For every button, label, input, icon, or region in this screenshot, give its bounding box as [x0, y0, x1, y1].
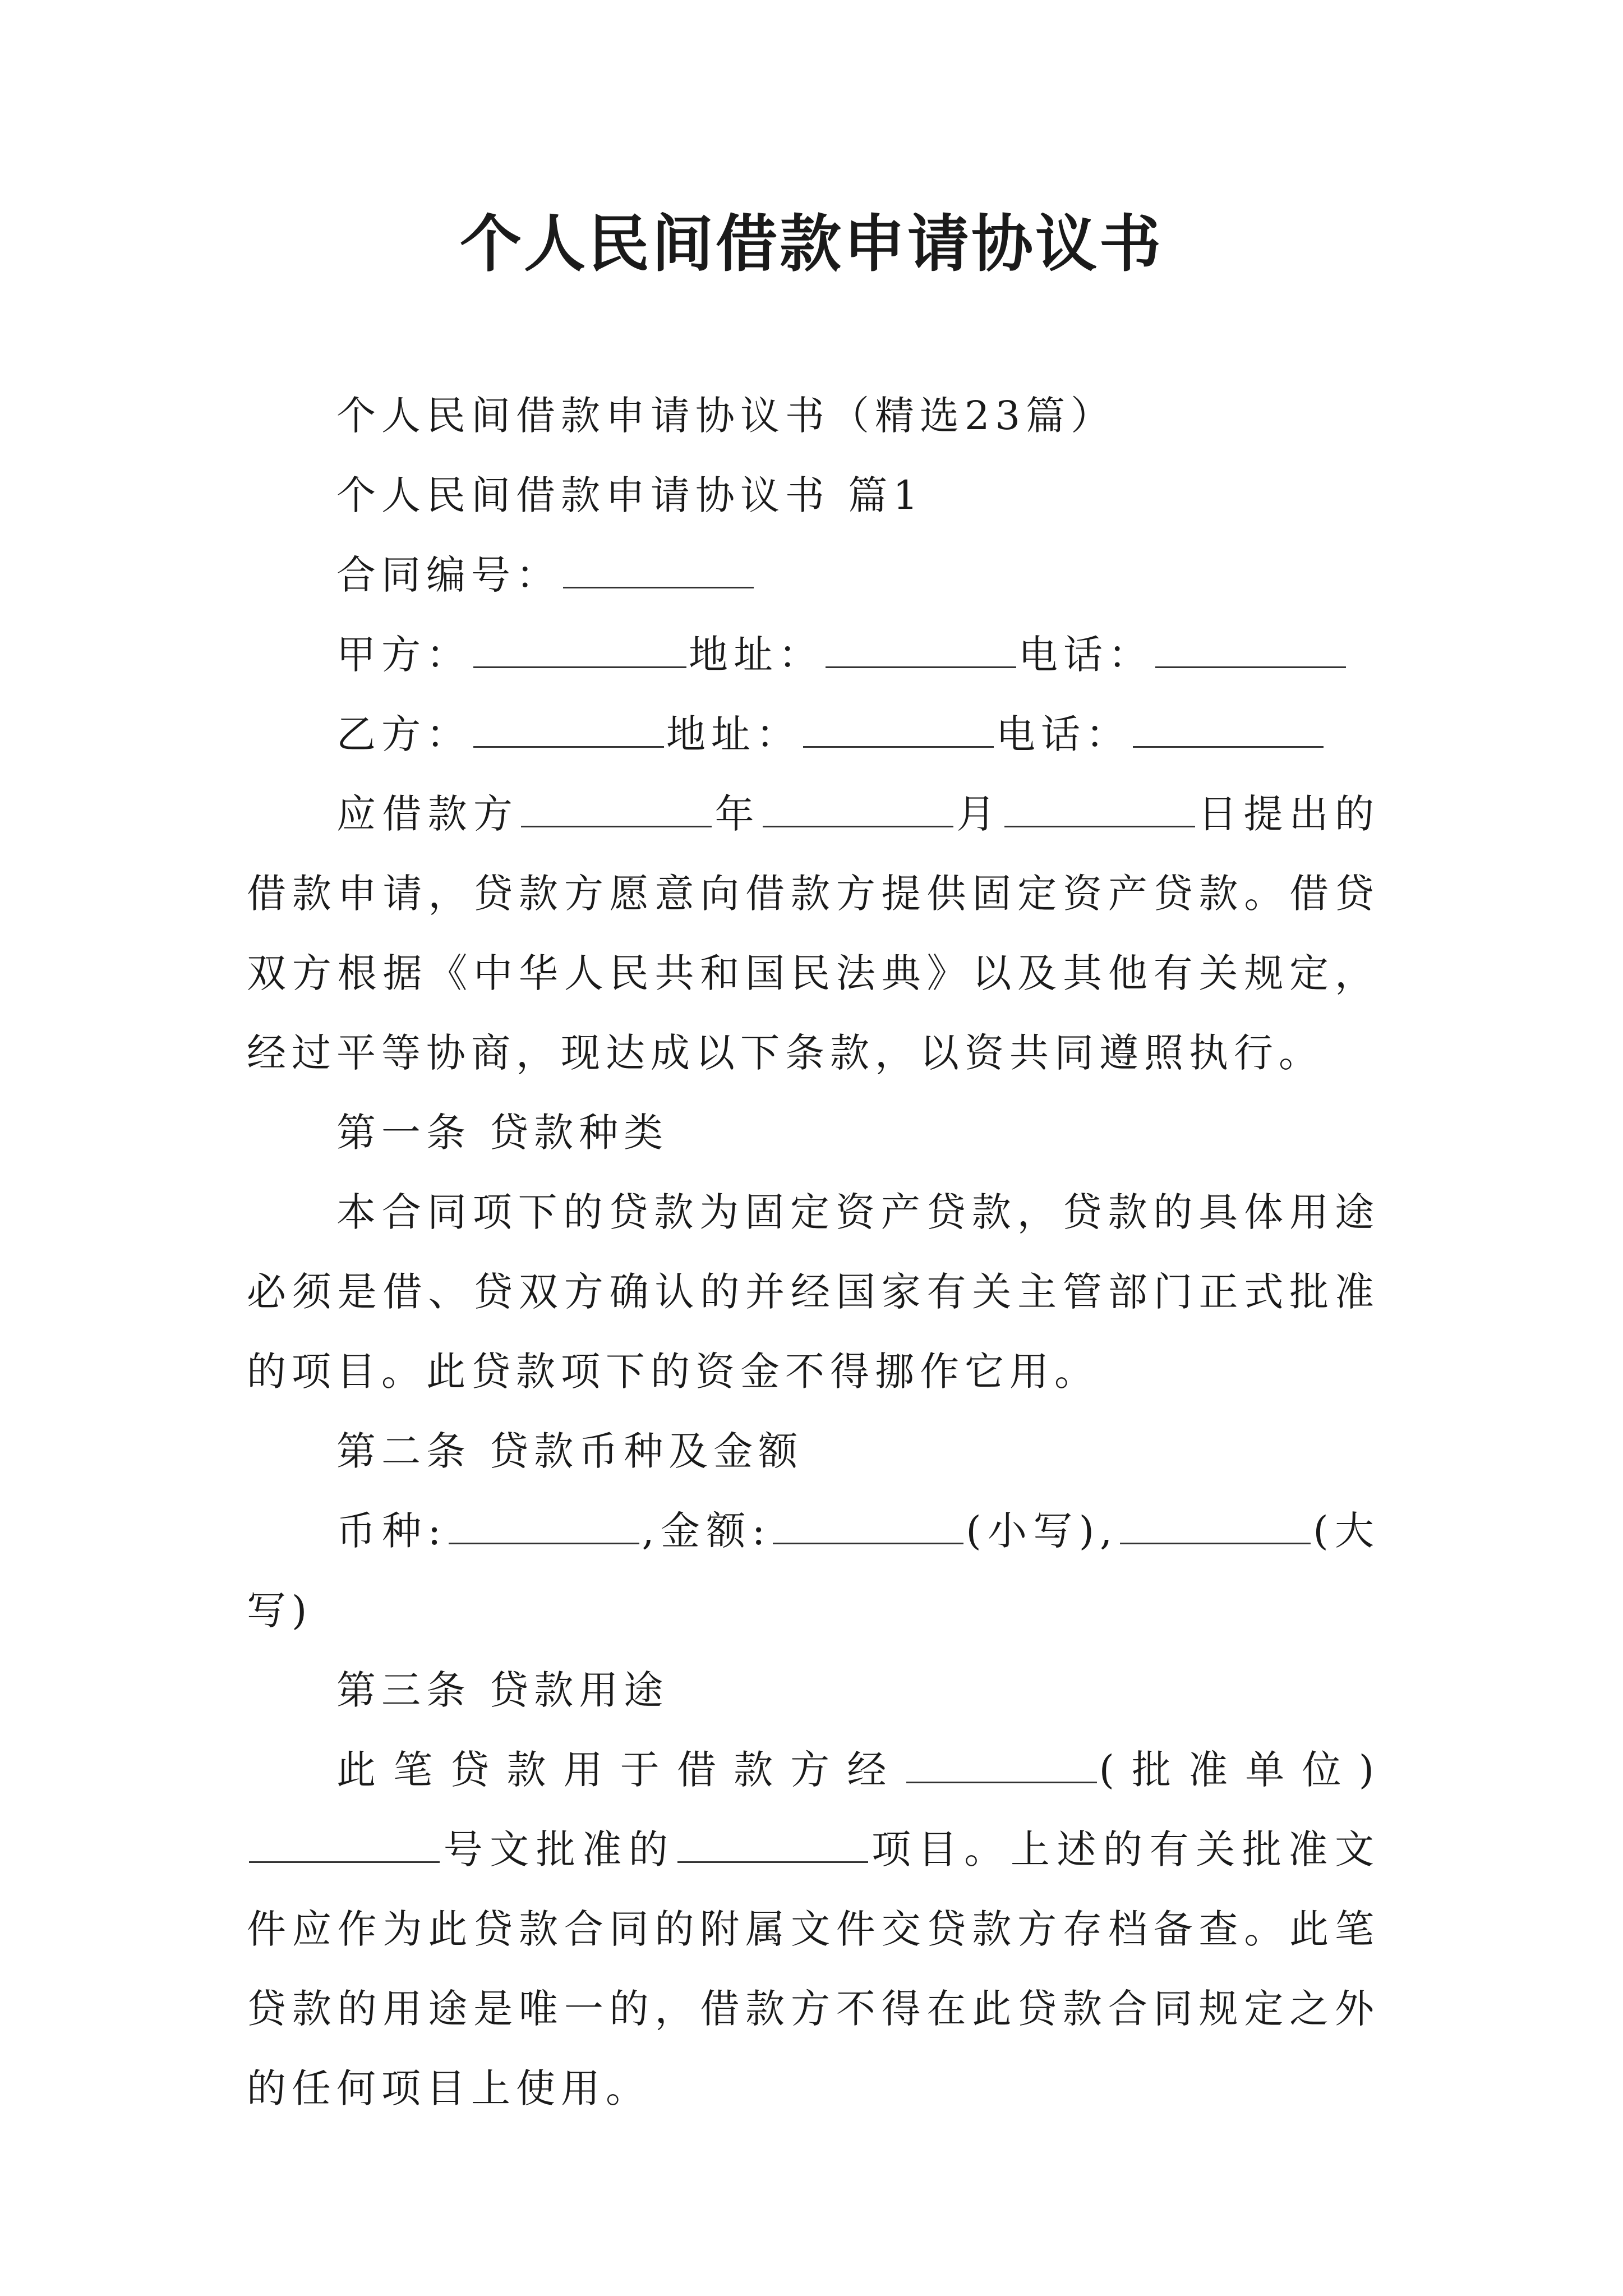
intro-day-blank[interactable] — [1004, 790, 1195, 827]
party-a-line — [247, 615, 1380, 694]
approval-unit-label: (批准单位) — [1099, 1747, 1380, 1793]
party-b-address-blank[interactable] — [803, 711, 994, 748]
article3-heading: 第三条 贷款用途 — [336, 1667, 669, 1713]
article1-text: 本合同项下的贷款为固定资产贷款，贷款的具体用途必须是借、贷双方确认的并经国家有关主管部门正式批准的项目。此贷款项下的资金不得挪作它用。 — [247, 1189, 1380, 1395]
amount-label: ,金额: — [642, 1508, 771, 1554]
party-a-address-blank[interactable] — [826, 631, 1016, 668]
amount-big-blank[interactable] — [1120, 1507, 1311, 1544]
article2-text — [247, 1491, 1380, 1650]
intro-year-blank[interactable] — [521, 790, 712, 827]
party-a-name-blank[interactable] — [473, 631, 686, 668]
party-b-address-label: 地址： — [666, 711, 801, 757]
intro-paragraph — [247, 774, 1380, 1093]
approval-unit-blank[interactable] — [906, 1746, 1097, 1783]
intro-text-start: 应借款方 — [336, 791, 519, 837]
amount-small-label: (小写), — [966, 1508, 1118, 1554]
article2-heading: 第二条 贷款币种及金额 — [336, 1428, 804, 1474]
document-number-blank[interactable] — [249, 1826, 440, 1863]
amount-small-blank[interactable] — [773, 1507, 963, 1544]
party-a-phone-label: 电话： — [1018, 632, 1153, 678]
document-title: 个人民间借款申请协议书 — [460, 208, 1163, 280]
article3-text — [247, 1730, 1380, 2128]
section-heading: 个人民间借款申请协议书 篇1 — [336, 472, 924, 518]
article3-text-rest: 项目。上述的有关批准文件应作为此贷款合同的附属文件交贷款方存档备查。此笔贷款的用途是唯一的，借款方不得在此贷款合同规定之外的任何项目上使用。 — [247, 1826, 1380, 2111]
document-subtitle: 个人民间借款申请协议书（精选23篇） — [336, 393, 1116, 439]
party-b-name-blank[interactable] — [473, 711, 664, 748]
intro-month-label: 月 — [956, 791, 1002, 837]
party-b-line — [247, 694, 1380, 774]
article1-heading: 第一条 贷款种类 — [336, 1110, 669, 1156]
document-body — [247, 376, 1380, 2128]
contract-number-line — [247, 535, 1380, 615]
party-b-label: 乙方： — [336, 711, 471, 757]
party-a-phone-blank[interactable] — [1155, 631, 1346, 668]
currency-blank[interactable] — [449, 1507, 639, 1544]
party-b-phone-blank[interactable] — [1133, 711, 1324, 748]
contract-number-blank[interactable] — [563, 551, 754, 588]
intro-month-blank[interactable] — [763, 790, 953, 827]
contract-number-label: 合同编号： — [336, 552, 561, 598]
currency-label: 币种: — [336, 1508, 447, 1554]
project-name-blank[interactable] — [677, 1826, 868, 1863]
intro-year-label: 年 — [714, 791, 761, 837]
article3-text-start: 此笔贷款用于借款方经 — [336, 1747, 904, 1793]
amount-big-label: (大写) — [247, 1508, 1380, 1634]
party-b-phone-label: 电话： — [996, 711, 1131, 757]
intro-text-rest: 日提出的借款申请，贷款方愿意向借款方提供固定资产贷款。借贷双方根据《中华人民共和国民法典》以及其他有关规定，经过平等协商，现达成以下条款，以资共同遵照执行。 — [247, 791, 1380, 1076]
party-a-label: 甲方： — [336, 632, 471, 678]
article3-approved-label: 号文批准的 — [442, 1826, 675, 1872]
party-a-address-label: 地址： — [689, 632, 823, 678]
